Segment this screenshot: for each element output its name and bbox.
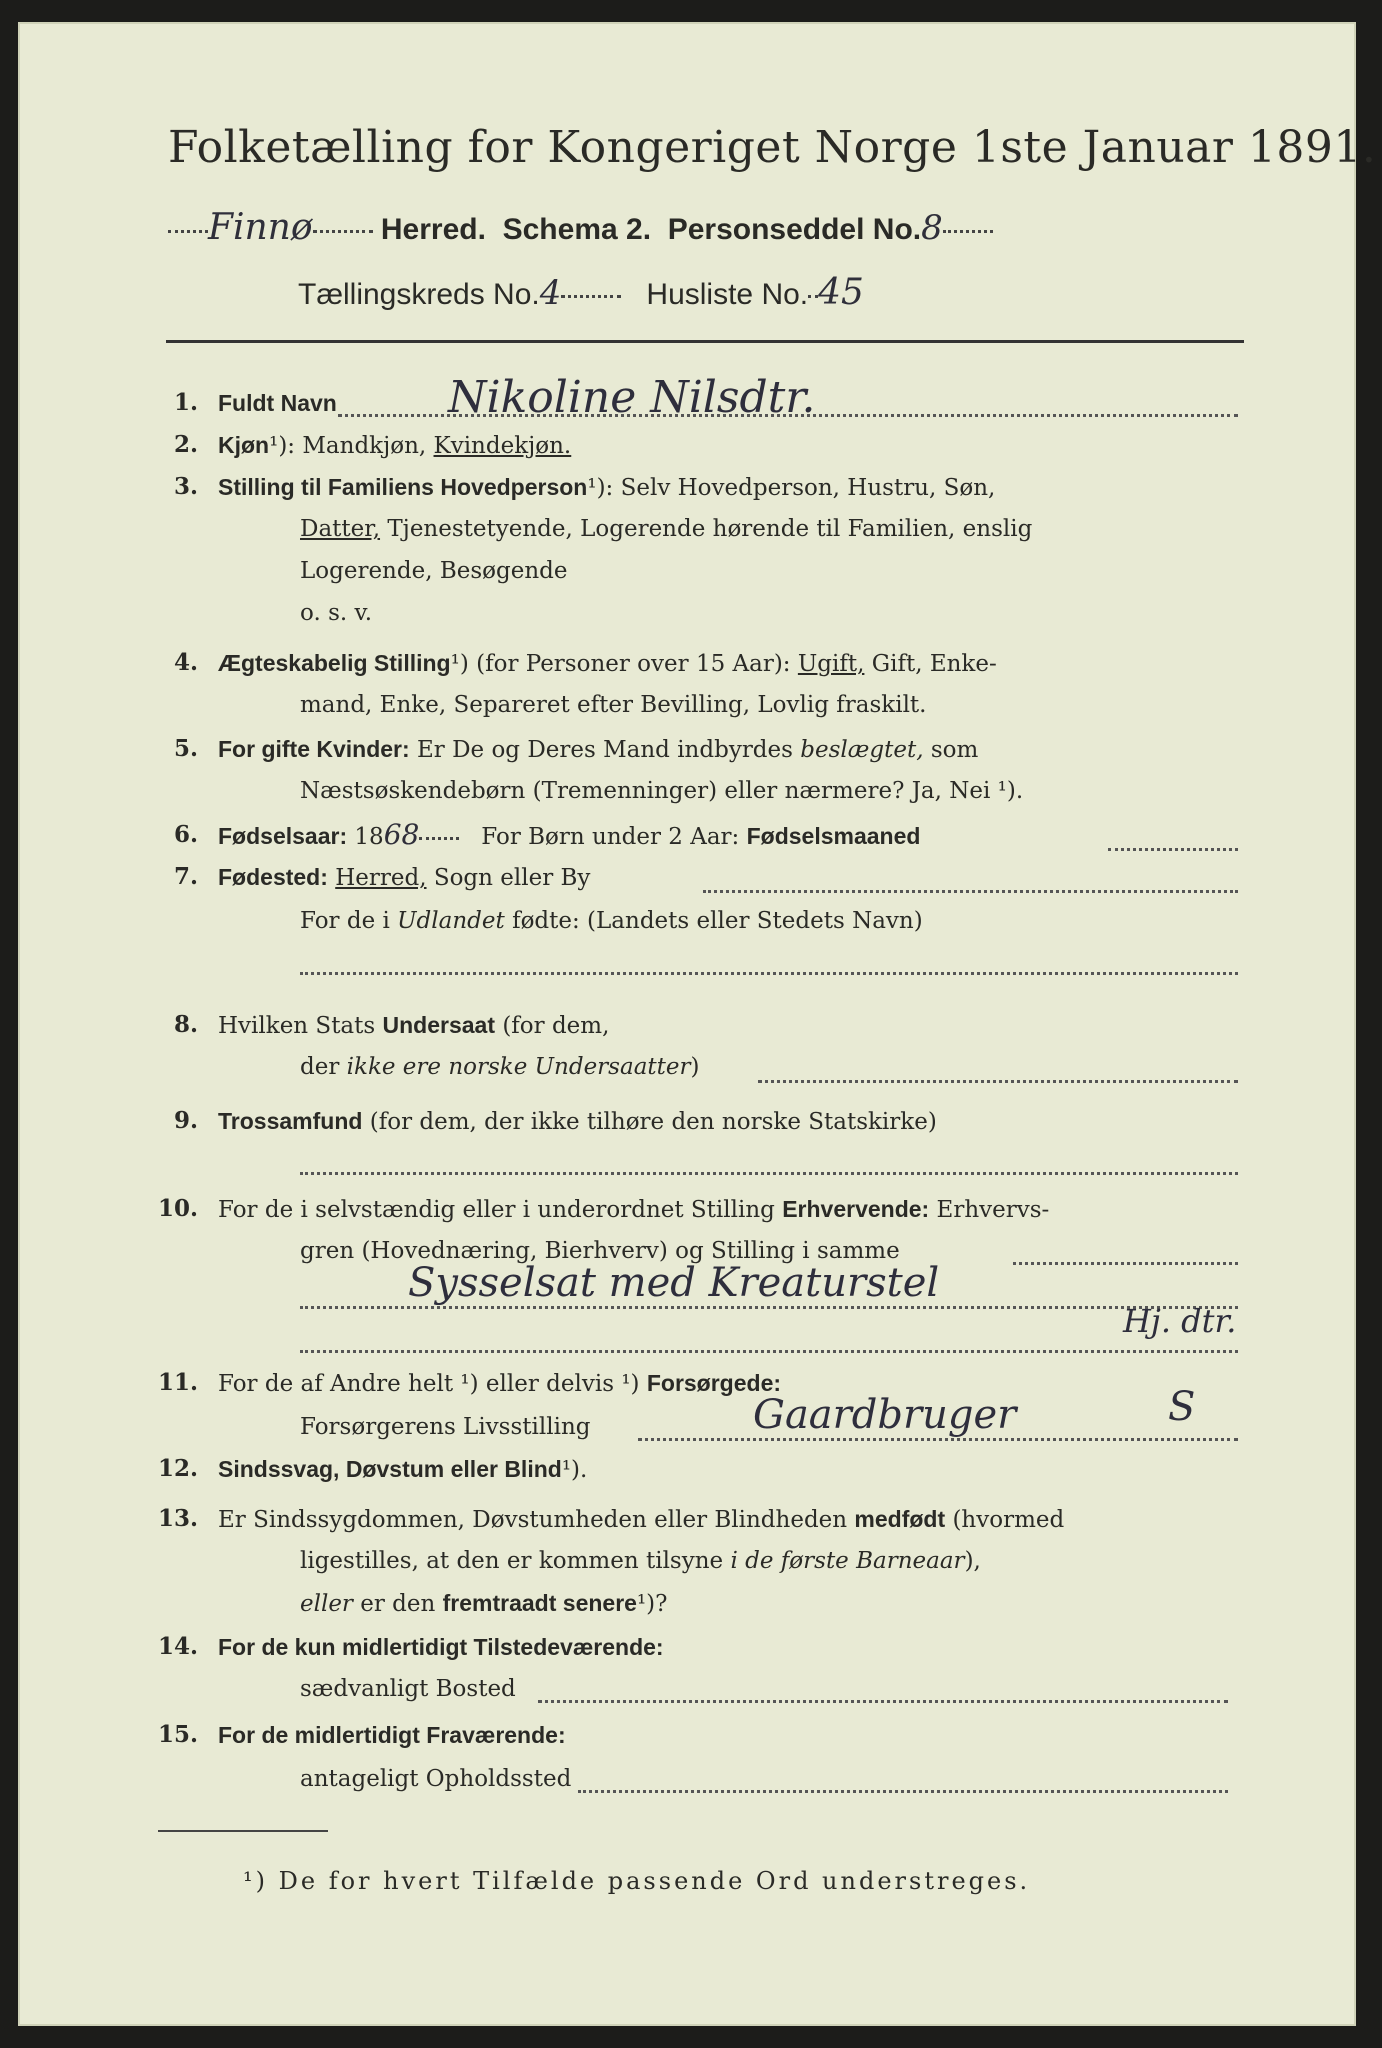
q7-row — [168, 856, 590, 899]
q6-value: 68 — [383, 818, 420, 851]
q9-label: Trossamfund — [218, 1108, 363, 1134]
husliste-value: 45 — [818, 272, 864, 313]
q14-number: 14. — [157, 1633, 198, 1660]
q11-bold: Forsørgede: — [646, 1370, 782, 1396]
q10-fill-line-2 — [300, 1306, 1238, 1309]
q4-line1a: ¹) (for Personer over 15 Aar): — [450, 651, 791, 677]
q5-italic: beslægtet, — [800, 737, 924, 763]
q11-line2: Forsørgerens Livsstilling — [300, 1414, 591, 1440]
header-line-kreds — [298, 272, 864, 313]
q8-number: 8. — [173, 1011, 198, 1038]
q7-line2b: fødte: (Landets eller Stedets Navn) — [512, 908, 923, 934]
q10-line1a: For de i selvstændig eller i underordnet Stilling — [218, 1197, 775, 1223]
q13-line1b: (hvormed — [952, 1507, 1065, 1533]
q7-fill-line-2 — [300, 972, 1238, 975]
q2-number: 2. — [173, 431, 198, 458]
q10-bold: Erhvervende: — [782, 1196, 930, 1222]
q9-row — [168, 1100, 937, 1143]
schema-label: Schema 2. — [502, 213, 652, 246]
q13-bold2: fremtraadt senere — [442, 1590, 637, 1616]
q15-label: For de midlertidigt Fraværende: — [218, 1722, 566, 1748]
q4-label: Ægteskabelig Stilling — [218, 650, 451, 676]
q12-label: Sindssvag, Døvstum eller Blind — [218, 1456, 562, 1482]
form-title: Folketælling for Kongeriget Norge 1ste Januar 1891. — [168, 122, 1377, 173]
q8-fill-line — [758, 1080, 1238, 1083]
q10-row — [157, 1188, 1050, 1231]
q8-row — [168, 1004, 609, 1047]
q10-line1b: Erhvervs- — [936, 1197, 1050, 1223]
q1-row — [168, 382, 337, 425]
q12-row — [157, 1448, 588, 1491]
q15-fill-line — [578, 1790, 1228, 1793]
q14-fill-line — [538, 1700, 1228, 1703]
header-line-herred — [168, 207, 993, 248]
q14-label: For de kun midlertidigt Tilstedeværende: — [218, 1634, 664, 1660]
q11-line1a: For de af Andre helt ¹) eller delvis ¹) — [218, 1371, 640, 1397]
q13-number: 13. — [157, 1505, 198, 1532]
q7-italic: Udlandet — [397, 908, 505, 934]
q5-line1b: som — [930, 737, 979, 763]
herred-label: Herred. — [380, 213, 486, 246]
q11-number: 11. — [157, 1369, 198, 1396]
q5-line1a: Er De og Deres Mand indbyrdes — [416, 737, 793, 763]
q6-fill-line — [1108, 848, 1238, 851]
q9-number: 9. — [173, 1107, 198, 1134]
q15-number: 15. — [157, 1721, 198, 1748]
q11-value: Gaardbruger — [753, 1392, 1017, 1438]
q13-line3b: er den — [360, 1591, 436, 1617]
q11-mark: S — [1168, 1384, 1196, 1430]
q6-number: 6. — [173, 821, 198, 848]
q10-fill-line — [1013, 1262, 1238, 1265]
q8-line1a: Hvilken Stats — [218, 1013, 376, 1039]
q10-number: 10. — [157, 1195, 198, 1222]
q8-line2: der ikke ere norske Undersaatter) — [300, 1054, 700, 1080]
q13-line2: ligestilles, at den er kommen tilsyne i de første Barneaar), — [300, 1548, 981, 1574]
q5-line2: Næstsøskendebørn (Tremenninger) eller nærmere? Ja, Nei ¹). — [300, 778, 1024, 804]
q4-number: 4. — [173, 649, 198, 676]
q7-fill-line — [703, 890, 1238, 893]
q2-selected: Kvindekjøn. — [433, 433, 572, 459]
q6-bold: Fødselsmaaned — [746, 823, 921, 849]
q9-rest: (for dem, der ikke tilhøre den norske Statskirke) — [369, 1109, 937, 1135]
q7-number: 7. — [173, 863, 198, 890]
footnote-rule — [158, 1830, 328, 1832]
q6-label: Fødselsaar: — [218, 823, 348, 849]
q13-row — [157, 1498, 1065, 1541]
herred-value: Finnø — [208, 207, 313, 248]
kreds-label: Tællingskreds No. — [298, 278, 540, 311]
q1-value: Nikoline Nilsdtr. — [448, 372, 816, 423]
q3-row — [168, 466, 995, 509]
q3-number: 3. — [173, 473, 198, 500]
q12-rest: ¹). — [561, 1457, 588, 1483]
q13-line3 — [300, 1582, 667, 1625]
q12-number: 12. — [157, 1455, 198, 1482]
personseddel-value: 8 — [921, 208, 943, 248]
q2-row — [168, 424, 571, 467]
q11-fill-line — [638, 1438, 1238, 1441]
q14-row — [157, 1626, 664, 1669]
q15-row — [157, 1714, 566, 1757]
q7-line2 — [300, 900, 923, 942]
q13-italic: i de første Barneaar — [730, 1548, 965, 1574]
q2-label: Kjøn — [218, 432, 270, 458]
q2-options: ¹): Mandkjøn, — [269, 433, 427, 459]
q4-line2: mand, Enke, Separeret efter Bevilling, Lovlig fraskilt. — [300, 692, 927, 718]
q9-fill-line — [300, 1172, 1238, 1175]
census-form — [18, 22, 1377, 2026]
q7-label: Fødested: — [218, 864, 328, 890]
q5-row — [168, 728, 978, 771]
q3-line1: ¹): Selv Hovedperson, Hustru, Søn, — [587, 475, 996, 501]
husliste-label: Husliste No. — [646, 278, 809, 311]
q6-rest: For Børn under 2 Aar: — [481, 824, 740, 850]
q7-line2a: For de i — [300, 908, 390, 934]
q8-line1b: (for dem, — [502, 1013, 610, 1039]
q3-line3: Logerende, Besøgende — [300, 558, 568, 584]
q13-line3c: ¹)? — [636, 1591, 668, 1617]
q15-line2: antageligt Opholdssted — [300, 1766, 572, 1792]
q5-label: For gifte Kvinder: — [218, 736, 410, 762]
q8-line2a: der — [300, 1054, 340, 1080]
q13-bold: medfødt — [854, 1506, 946, 1532]
q7-selected: Herred, — [335, 865, 427, 891]
footnote: ¹) De for hvert Tilfælde passende Ord understreges. — [243, 1867, 1031, 1895]
q1-label: Fuldt Navn — [218, 390, 337, 416]
q10-value-1: Sysselsat med Kreaturstel — [408, 1260, 940, 1306]
q10-value-2: Hj. dtr. — [1123, 1302, 1237, 1340]
q8-bold: Undersaat — [382, 1012, 495, 1038]
q6-prefix: 18 — [354, 824, 384, 850]
q10-fill-line-3 — [300, 1350, 1238, 1353]
q10-line2: gren (Hovednæring, Bierhverv) og Stilling i samme — [300, 1238, 900, 1264]
q4-row — [168, 642, 997, 685]
q13-line3a: eller — [300, 1591, 353, 1617]
q6-row — [168, 814, 920, 858]
kreds-value: 4 — [539, 273, 562, 313]
q8-italic: ikke ere norske Undersaatter — [346, 1054, 691, 1080]
personseddel-label: Personseddel No. — [667, 213, 922, 246]
q7-rest: Sogn eller By — [433, 865, 591, 891]
q3-label: Stilling til Familiens Hovedperson — [218, 474, 588, 500]
q3-line2 — [300, 508, 1032, 550]
q3-line4: o. s. v. — [300, 600, 373, 626]
header-rule — [166, 340, 1244, 343]
q4-selected: Ugift, — [797, 651, 865, 677]
q14-line2: sædvanligt Bosted — [300, 1676, 516, 1702]
q1-number: 1. — [173, 389, 198, 416]
q13-line1a: Er Sindssygdommen, Døvstumheden eller Blindheden — [218, 1507, 848, 1533]
q3-selected: Datter, — [300, 516, 381, 542]
q11-row — [157, 1362, 782, 1405]
q5-number: 5. — [173, 735, 198, 762]
q13-line2a: ligestilles, at den er kommen tilsyne — [300, 1548, 724, 1574]
q4-line1b: Gift, Enke- — [871, 651, 997, 677]
q3-line2-text: Tjenestetyende, Logerende hørende til Familien, enslig — [387, 516, 1033, 542]
